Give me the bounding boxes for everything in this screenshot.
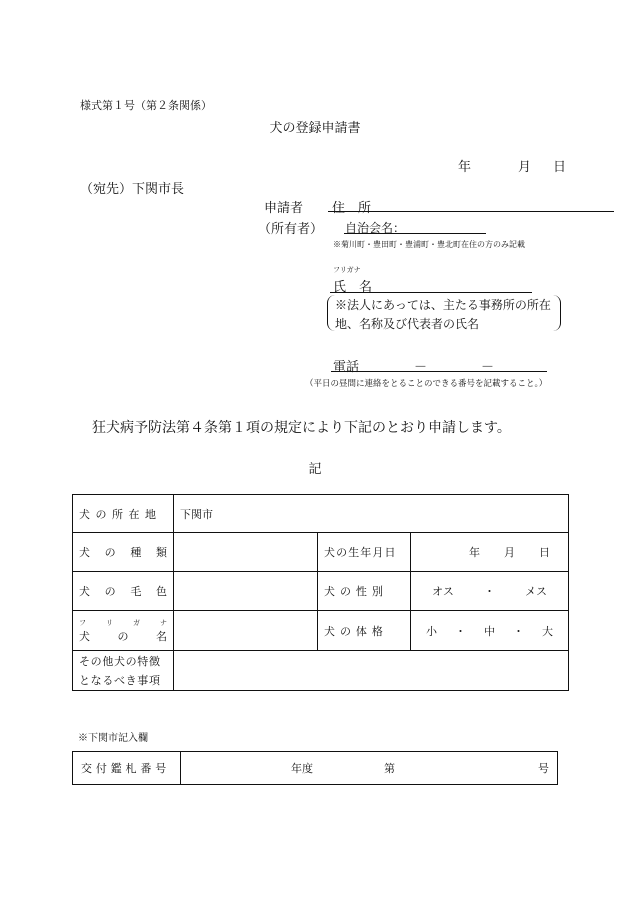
applicant-label: 申請者 [264, 201, 304, 216]
phone-dash-1: － [414, 360, 428, 375]
application-statement: 狂犬病予防法第４条第１項の規定により下記のとおり申請します。 [92, 420, 511, 436]
page-title: 犬の登録申請書 [269, 121, 361, 136]
other-features-label [73, 651, 174, 691]
phone-label: 電話 [333, 360, 360, 375]
size-medium-option[interactable]: 中 [484, 624, 495, 638]
other-features-value[interactable] [174, 651, 569, 691]
phone-note: （平日の昼間に連絡をとることのできる番号を記載すること。） [305, 379, 548, 389]
birth-month-label: 月 [504, 546, 515, 559]
table-row [73, 495, 569, 533]
sex-separator: ・ [483, 585, 495, 598]
date-month-label: 月 [518, 160, 532, 175]
coat-label: 犬 の 毛 色 [79, 585, 167, 598]
table-row [73, 752, 558, 785]
name-field-line[interactable] [330, 292, 532, 293]
dog-name-value[interactable] [174, 611, 318, 651]
corporate-note-line1: ※法人にあっては、主たる事務所の所在 [335, 298, 551, 312]
size-label: 犬の体格 [318, 611, 411, 651]
addressee: （宛先）下関市長 [80, 182, 185, 197]
furigana-char: ガ [133, 618, 140, 627]
table-row [73, 533, 569, 572]
size-large-option[interactable]: 大 [542, 624, 553, 638]
size-value[interactable] [411, 611, 569, 651]
dai-label: 第 [384, 762, 395, 775]
breed-value[interactable] [174, 533, 318, 572]
location-label: 犬の所在地 [73, 495, 174, 533]
furigana-label: フリガナ [333, 266, 361, 274]
council-label: 自治会名： [345, 221, 406, 235]
office-use-table [72, 751, 558, 785]
fiscal-year-label: 年度 [291, 762, 313, 775]
breed-label-cell [73, 533, 174, 572]
tag-number-value[interactable] [181, 752, 558, 785]
coat-value[interactable] [174, 572, 318, 611]
ki-heading: 記 [308, 462, 322, 477]
birth-year-label: 年 [469, 546, 480, 559]
table-row [73, 611, 569, 651]
application-date[interactable] [458, 156, 566, 175]
furigana-char: ナ [160, 618, 167, 627]
council-field-line[interactable] [344, 233, 486, 234]
address-label: 住 所 [332, 201, 372, 216]
date-year-label: 年 [458, 160, 472, 175]
sex-female-option[interactable]: メス [524, 585, 547, 598]
furigana-char: フ [79, 618, 86, 627]
breed-label: 犬 の 種 類 [79, 546, 167, 559]
form-number: 様式第１号（第２条関係） [80, 99, 212, 112]
office-use-note: ※下関市記入欄 [78, 733, 148, 744]
size-separator: ・ [455, 624, 466, 638]
owner-label: （所有者） [258, 222, 324, 237]
council-note: ※菊川町・豊田町・豊浦町・豊北町在住の方のみ記載 [333, 240, 525, 249]
dog-info-table [72, 494, 569, 691]
size-separator: ・ [513, 624, 524, 638]
dog-name-label: 犬 の 名 [79, 629, 167, 643]
coat-label-cell [73, 572, 174, 611]
birthdate-value[interactable] [411, 533, 569, 572]
birth-day-label: 日 [539, 546, 550, 559]
location-value[interactable]: 下関市 [174, 495, 569, 533]
other-features-label-line1: その他犬の特徴 [79, 654, 161, 668]
name-label: 氏 名 [333, 280, 373, 295]
sex-label: 犬の性別 [318, 572, 411, 611]
tag-number-label: 交付鑑札番号 [73, 752, 181, 785]
furigana-char: リ [106, 618, 113, 627]
phone-field-line[interactable] [331, 371, 547, 372]
other-features-label-line2: となるべき事項 [79, 673, 161, 687]
birthdate-label: 犬の生年月日 [318, 533, 411, 572]
phone-dash-2: － [481, 360, 495, 375]
dog-name-furigana [79, 618, 167, 628]
sex-value[interactable] [411, 572, 569, 611]
dog-name-label-cell [73, 611, 174, 651]
address-field-line[interactable] [328, 211, 614, 212]
table-row [73, 651, 569, 691]
size-small-option[interactable]: 小 [426, 624, 437, 638]
table-row [73, 572, 569, 611]
date-day-label: 日 [553, 160, 567, 175]
go-label: 号 [538, 762, 549, 775]
sex-male-option[interactable]: オス [432, 585, 454, 598]
corporate-note-line2: 地、名称及び代表者の氏名 [335, 317, 480, 331]
